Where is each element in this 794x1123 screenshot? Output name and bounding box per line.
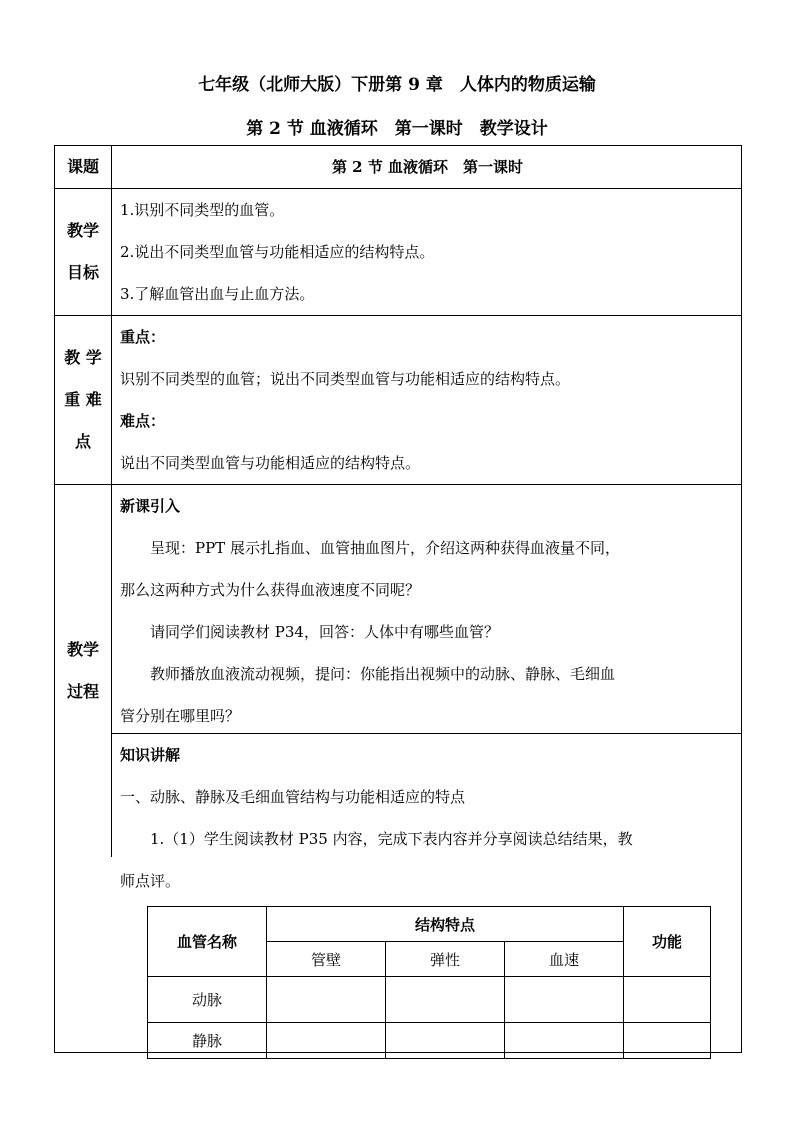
lesson-plan-table [54,145,742,1053]
keypoints-label-line3: 点 [74,432,91,451]
goal-item: 3.了解血管出血与止血方法。 [120,285,315,303]
difficulty-text: 说出不同类型血管与功能相适应的结构特点。 [120,454,421,472]
process-label-line1: 教学 [66,640,99,659]
vein-elasticity-cell [386,1023,505,1059]
intro-paragraph-line: 教师播放血液流动视频，提问：你能指出视频中的动脉、静脉、毛细血 [150,665,616,683]
intro-section [112,485,741,734]
vein-speed-cell [505,1023,624,1059]
artery-function-cell [624,977,711,1023]
process-row [55,485,741,1052]
key-text: 识别不同类型的血管；说出不同类型血管与功能相适应的结构特点。 [120,370,571,388]
intro-paragraph-line: 那么这两种方式为什么获得血液速度不同呢？ [120,581,421,599]
col-function: 功能 [624,907,711,977]
artery-speed-cell [505,977,624,1023]
keypoints-label-line2: 重 难 [64,390,102,409]
keypoints-label [55,316,112,484]
vein-wall-cell [267,1023,386,1059]
keypoints-label-line1: 教 学 [64,348,102,367]
process-content [112,485,741,1052]
goals-label-line1: 教学 [66,221,99,240]
intro-paragraph-line: 管分别在哪里吗？ [120,707,241,725]
subcol-wall: 管壁 [267,942,386,977]
task-text-line: 1.（1）学生阅读教材 P35 内容，完成下表内容并分享阅读总结结果，教 [150,830,633,848]
col-vessel-name: 血管名称 [148,907,267,977]
process-label [55,485,112,857]
row-artery-label: 动脉 [148,977,267,1023]
goals-label-line2: 目标 [66,263,99,282]
col-structure: 结构特点 [267,907,624,942]
task-text-line: 师点评。 [120,872,181,890]
intro-paragraph: 请同学们阅读教材 P34，回答：人体中有哪些血管？ [150,623,499,641]
difficulty-heading: 难点： [120,412,166,430]
goals-label [55,189,112,315]
artery-wall-cell [267,977,386,1023]
knowledge-heading: 知识讲解 [120,746,181,764]
artery-elasticity-cell [386,977,505,1023]
topic-value: 第 2 节 血液循环 第一课时 [331,158,524,176]
document-subtitle: 第 2 节 血液循环 第一课时 教学设计 [246,119,548,139]
subcol-speed: 血速 [505,942,624,977]
topic-row [55,146,741,189]
topic-label: 课题 [55,146,112,188]
goals-row [55,189,741,316]
keypoints-row [55,316,741,485]
knowledge-section [112,734,741,1052]
goal-item: 2.说出不同类型血管与功能相适应的结构特点。 [120,243,435,261]
keypoints-content [112,316,741,484]
subcol-elasticity: 弹性 [386,942,505,977]
vein-function-cell [624,1023,711,1059]
key-heading: 重点： [120,328,166,346]
process-label-line2: 过程 [66,682,99,701]
row-vein-label: 静脉 [148,1023,267,1059]
goals-content [112,189,741,315]
intro-heading: 新课引入 [120,497,181,515]
goal-item: 1.识别不同类型的血管。 [120,201,285,219]
intro-paragraph-line: 呈现：PPT 展示扎指血、血管抽血图片，介绍这两种获得血液量不同， [150,539,620,557]
document-title: 七年级（北师大版）下册第 9 章 人体内的物质运输 [198,75,596,95]
section-title: 一、动脉、静脉及毛细血管结构与功能相适应的特点 [120,788,466,806]
vessel-comparison-table [147,906,711,1059]
